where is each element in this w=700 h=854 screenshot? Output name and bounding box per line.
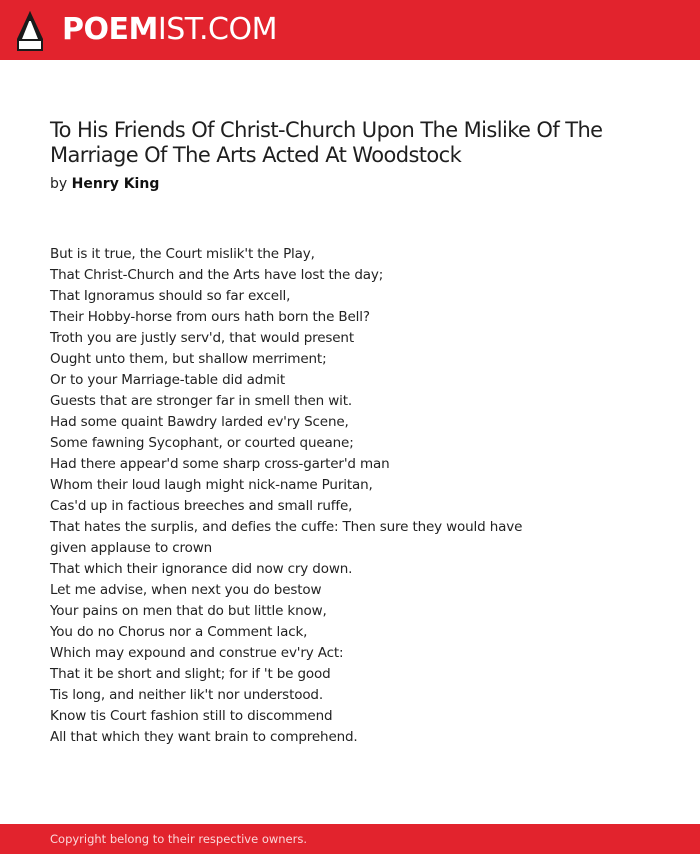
poem-line: Had some quaint Bawdry larded ev'ry Scene, xyxy=(50,414,349,430)
poem-body xyxy=(50,244,650,748)
poem-line: Their Hobby-horse from ours hath born the Bell? xyxy=(50,309,370,325)
poem-line: That which their ignorance did now cry down. xyxy=(50,561,353,577)
by-label: by xyxy=(50,176,68,192)
brand-bold: POEM xyxy=(62,12,158,47)
poem-line: That Ignoramus should so far excell, xyxy=(50,288,291,304)
poem-line: Your pains on men that do but little know, xyxy=(50,603,327,619)
poem-line: Ought unto them, but shallow merriment; xyxy=(50,351,327,367)
poem-line: Which may expound and construe ev'ry Act: xyxy=(50,645,344,661)
poem-line: But is it true, the Court mislik't the Play, xyxy=(50,246,315,262)
poem-line: Cas'd up in factious breeches and small ruffe, xyxy=(50,498,353,514)
poem-line: You do no Chorus nor a Comment lack, xyxy=(50,624,308,640)
poem-line: Know tis Court fashion still to discommend xyxy=(50,708,333,724)
poem-line: Tis long, and neither lik't nor understood. xyxy=(50,687,323,703)
poem-line: That hates the surplis, and defies the cuffe: Then sure they would have given applause to crown xyxy=(50,519,523,556)
author-name: Henry King xyxy=(71,176,160,192)
poem-line: Whom their loud laugh might nick-name Puritan, xyxy=(50,477,373,493)
site-logo-text[interactable] xyxy=(62,11,277,49)
brand-light: IST.COM xyxy=(157,12,277,47)
poem-line: That Christ-Church and the Arts have lost the day; xyxy=(50,267,384,283)
pencil-icon[interactable] xyxy=(17,11,43,51)
site-footer xyxy=(0,824,700,854)
poem-line: Guests that are stronger far in smell then wit. xyxy=(50,393,352,409)
copyright-notice: Copyright belong to their respective owners. xyxy=(50,832,308,846)
poem-title: To His Friends Of Christ-Church Upon The Mislike Of The Marriage Of The Arts Acted At Woodstock xyxy=(50,118,603,167)
poem-line: Or to your Marriage-table did admit xyxy=(50,372,285,388)
poem-line: All that which they want brain to comprehend. xyxy=(50,729,358,745)
poem-line: Let me advise, when next you do bestow xyxy=(50,582,322,598)
poem-line: That it be short and slight; for if 't be good xyxy=(50,666,331,682)
poem-line: Had there appear'd some sharp cross-garter'd man xyxy=(50,456,390,472)
poem-line: Troth you are justly serv'd, that would present xyxy=(50,330,354,346)
poem-line: Some fawning Sycophant, or courted queane; xyxy=(50,435,354,451)
byline xyxy=(50,174,159,194)
site-header xyxy=(0,0,700,60)
